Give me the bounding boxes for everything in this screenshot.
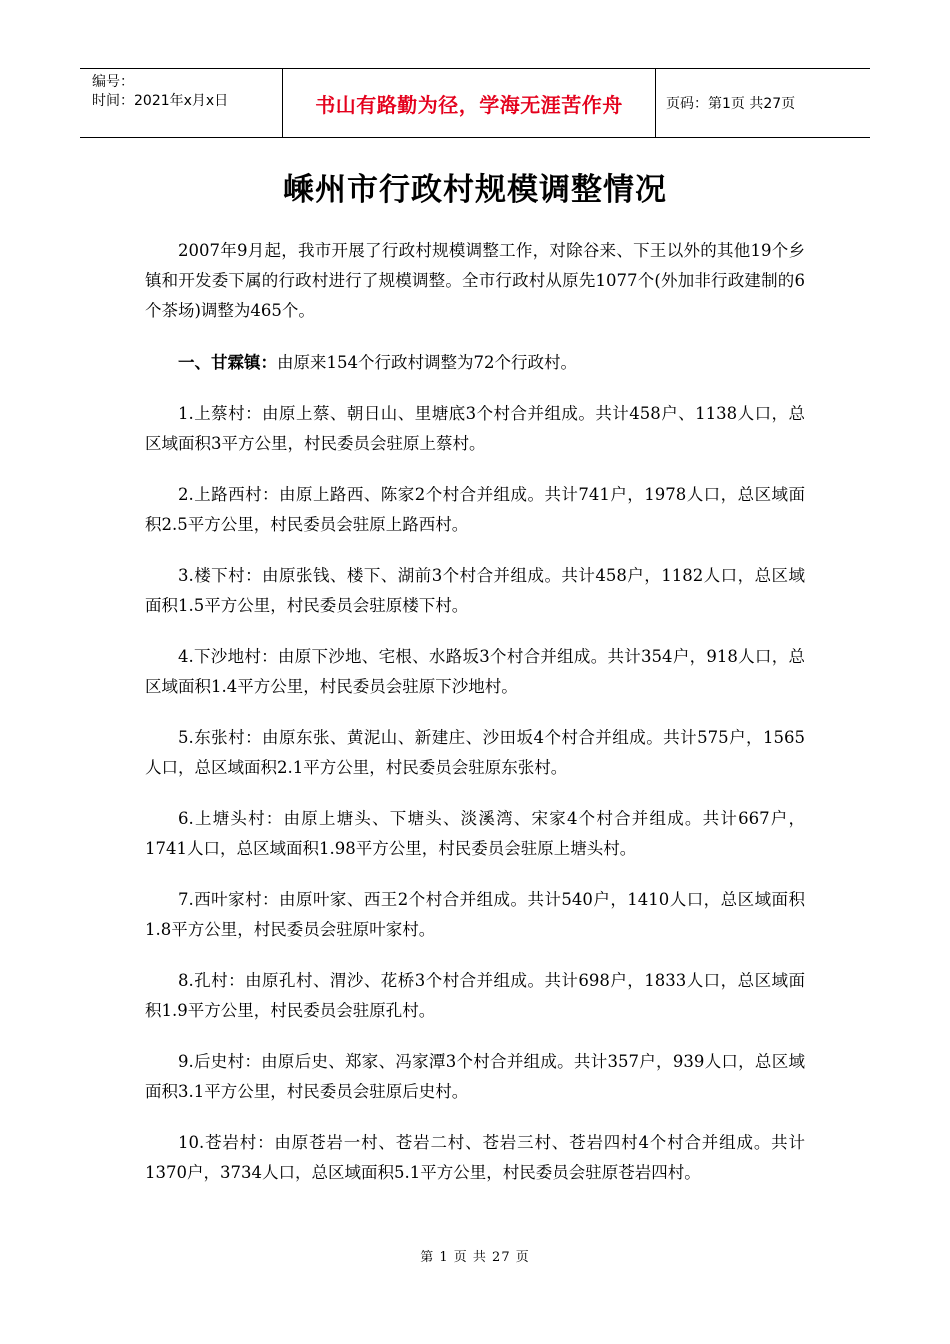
document-header bbox=[80, 68, 870, 138]
village-item: 4.下沙地村：由原下沙地、宅根、水路坂3个村合并组成。共计354户，918人口，总区域面积1.4平方公里，村民委员会驻原下沙地村。 bbox=[145, 647, 805, 696]
village-item: 10.苍岩村：由原苍岩一村、苍岩二村、苍岩三村、苍岩四村4个村合并组成。共计1370户，3734人口，总区域面积5.1平方公里，村民委员会驻原苍岩四村。 bbox=[145, 1133, 805, 1182]
date-label: 时间：2021年x月x日 bbox=[92, 93, 229, 109]
village-item: 1.上蔡村：由原上蔡、朝日山、里塘底3个村合并组成。共计458户、1138人口，总区域面积3平方公里，村民委员会驻原上蔡村。 bbox=[145, 404, 805, 453]
header-page-info bbox=[656, 69, 870, 137]
number-label: 编号： bbox=[92, 74, 134, 90]
section-heading: 一、甘霖镇： bbox=[178, 353, 277, 372]
village-item: 9.后史村：由原后史、郑家、冯家潭3个村合并组成。共计357户，939人口，总区域面积3.1平方公里，村民委员会驻原后史村。 bbox=[145, 1052, 805, 1101]
page-info-text: 页码：第1页 共27页 bbox=[666, 96, 796, 112]
document-title: 嵊州市行政村规模调整情况 bbox=[283, 172, 667, 208]
village-item: 3.楼下村：由原张钱、楼下、湖前3个村合并组成。共计458户，1182人口，总区域面积1.5平方公里，村民委员会驻原楼下村。 bbox=[145, 566, 805, 615]
village-item: 8.孔村：由原孔村、渭沙、花桥3个村合并组成。共计698户，1833人口，总区域面积1.9平方公里，村民委员会驻原孔村。 bbox=[145, 971, 805, 1020]
village-item: 5.东张村：由原东张、黄泥山、新建庄、沙田坂4个村合并组成。共计575户，1565人口，总区域面积2.1平方公里，村民委员会驻原东张村。 bbox=[145, 728, 805, 777]
document-body bbox=[145, 236, 805, 1209]
village-item: 2.上路西村：由原上路西、陈家2个村合并组成。共计741户，1978人口，总区域面积2.5平方公里，村民委员会驻原上路西村。 bbox=[145, 485, 805, 534]
intro-paragraph: 2007年9月起，我市开展了行政村规模调整工作，对除谷来、下王以外的其他19个乡镇和开发委下属的行政村进行了规模调整。全市行政村从原先1077个(外加非行政建制的6个茶场)调整为465个。 bbox=[145, 241, 805, 320]
motto-text: 书山有路勤为径，学海无涯苦作舟 bbox=[315, 92, 623, 117]
village-item: 6.上塘头村：由原上塘头、下塘头、淡溪湾、宋家4个村合并组成。共计667户，1741人口，总区域面积1.98平方公里，村民委员会驻原上塘头村。 bbox=[145, 809, 805, 858]
section-text: 由原来154个行政村调整为72个行政村。 bbox=[277, 353, 577, 372]
header-motto bbox=[282, 69, 656, 137]
page-footer: 第 1 页 共 27 页 bbox=[420, 1250, 530, 1265]
section-heading-paragraph bbox=[145, 348, 805, 378]
village-item: 7.西叶家村：由原叶家、西王2个村合并组成。共计540户，1410人口，总区域面积1.8平方公里，村民委员会驻原叶家村。 bbox=[145, 890, 805, 939]
header-meta bbox=[80, 69, 282, 137]
